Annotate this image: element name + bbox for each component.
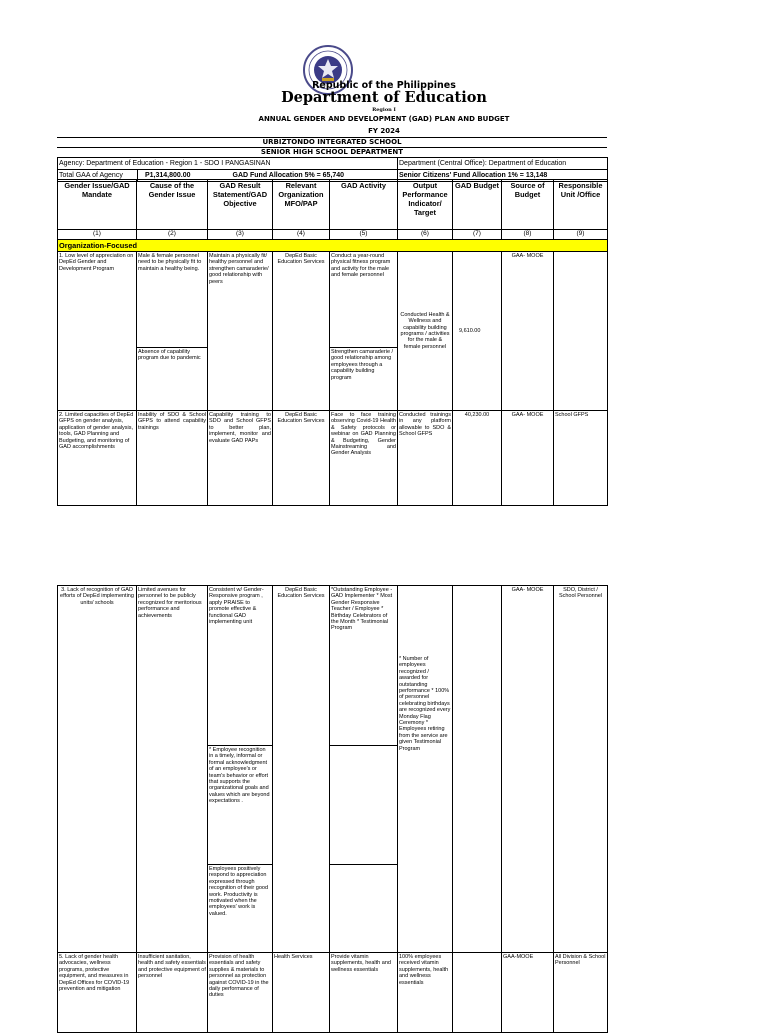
gender-issue-cell: 1. Low level of appreciation on DepEd Gender and Development Program [58, 252, 137, 411]
plan-title: ANNUAL GENDER AND DEVELOPMENT (GAD) PLAN AND BUDGET [258, 115, 510, 123]
activity-cell: *Outstanding Employee - GAD Implementer * Most Gender Responsive Teacher / Employee * Birthday Celebrators of the Month * Testimonial Program [330, 586, 398, 746]
result-cell: Maintain a physically fit/ healthy personnel and strengthen camaraderie/ good relationship with peers [208, 252, 273, 411]
output-cell: 100% employees received vitamin supplements, health and wellness essentials [398, 953, 453, 1033]
col-number: (7) [453, 230, 502, 240]
central-office-label: Department (Central Office): Department of Education [398, 158, 608, 170]
total-gaa-value: P1,314,800.00 [145, 172, 191, 179]
fiscal-year: FY 2024 [368, 127, 400, 135]
column-header-row [58, 180, 608, 230]
col-header-4: Relevant Organization MFO/PAP [273, 180, 330, 230]
col-header-5: GAD Activity [330, 180, 398, 230]
gad-fund-allocation: GAD Fund Allocation 5% = 65,740 [232, 172, 345, 179]
source-cell: GAA-MOOE [502, 953, 554, 1033]
mfo-cell: DepEd Basic Education Services [273, 586, 330, 953]
total-gaa-label: Total GAA of Agency [58, 170, 138, 182]
gad-plan-table-continued [57, 585, 608, 1033]
section-row [58, 240, 608, 252]
senior-fund-allocation: Senior Citizens' Fund Allocation 1% = 13,148 [398, 170, 608, 182]
activity-cell: Strengthen camaraderie / good relationship among employees through a capability building program [330, 348, 398, 411]
budget-cell: 40,230.00 [453, 411, 502, 506]
section-title: Organization-Focused [58, 240, 608, 252]
budget-cell [453, 586, 502, 953]
col-number: (6) [398, 230, 453, 240]
unit-cell: All Division & School Personnel [554, 953, 608, 1033]
result-cell: Employees positively respond to appreciation expressed through recognition of their good work. Productivity is motivated when the employees' work is valued. [208, 865, 273, 953]
result-cell: Provision of health essentials and safety supplies & materials to personnel as protection against COVID-19 in the daily performance of duties [208, 953, 273, 1033]
agency-label: Agency: Department of Education - Region 1 - SDO I PANGASINAN [58, 158, 398, 170]
activity-cell [330, 746, 398, 865]
department-unit: SENIOR HIGH SCHOOL DEPARTMENT [260, 148, 404, 156]
gender-issue-cell: 5. Lack of gender health advocacies, wellness programs, protective equipment, and measures in DepEd Offices for COVID-19 prevention and mitigation [58, 953, 137, 1033]
table-row [58, 953, 608, 1033]
result-cell: Consistent w/ Gender-Responsive program , apply PRAISE to promote effective & functional GAD implementing unit [208, 586, 273, 746]
col-number: (5) [330, 230, 398, 240]
mfo-cell: DepEd Basic Education Services [273, 411, 330, 506]
col-number: (8) [502, 230, 554, 240]
col-header-7: GAD Budget [453, 180, 502, 230]
cause-cell: Limited avenues for personnel to be publicly recognized for meritorious performance and achievements [137, 586, 208, 953]
activity-cell [330, 865, 398, 953]
result-cell: * Employee recognition in a timely, informal or formal acknowledgment of an employee's or team's behavior or effort that supports the organizational goals and values which are beyond expectations . [208, 746, 273, 865]
gender-issue-cell: 2. Limited capacities of DepEd GFPS on gender analysis, application of gender analysis, tools, GAD Planning and Budgeting, and monitoring of GAD accomplishments [58, 411, 137, 506]
activity-cell: Provide vitamin supplements, health and wellness essentials [330, 953, 398, 1033]
cause-cell: Absence of capability program due to pandemic [137, 348, 208, 411]
region-label: Region I [372, 107, 396, 113]
unit-cell: SDO, District / School Personnel [554, 586, 608, 953]
col-header-3: GAD Result Statement/GAD Objective [208, 180, 273, 230]
col-number: (3) [208, 230, 273, 240]
source-cell: GAA- MOOE [502, 586, 554, 953]
col-header-6: Output Performance Indicator/ Target [398, 180, 453, 230]
col-number: (4) [273, 230, 330, 240]
source-cell: GAA- MOOE [502, 252, 554, 411]
mfo-cell: DepEd Basic Education Services [273, 252, 330, 411]
cause-cell: Inability of SDO & School GFPS to attend capability trainings [137, 411, 208, 506]
mfo-cell: Health Services [273, 953, 330, 1033]
activity-cell: Face to face training observing Covid-19 Health & Safety protocols or webinar on GAD Planning & Budgeting, Gender Mainstreaming and Gender Analysis [330, 411, 398, 506]
result-cell: Capability training to SDO and School GFPS to better plan, implement, monitor and evaluate GAD PAPs [208, 411, 273, 506]
col-header-2: Cause of the Gender Issue [137, 180, 208, 230]
output-cell: Conducted Health & Wellness and capability building programs / activities for the male & female personnel [398, 252, 453, 411]
col-header-9: Responsible Unit /Office [554, 180, 608, 230]
gad-plan-table [57, 179, 608, 506]
gender-issue-cell: 3. Lack of recognition of GAD efforts of DepEd implementing units/ schools [58, 586, 137, 953]
table-row [58, 586, 608, 746]
budget-cell: 9,610.00 [453, 252, 502, 411]
republic-heading: Republic of the Philippines [312, 80, 456, 91]
col-number: (9) [554, 230, 608, 240]
table-row [58, 252, 608, 348]
department-title: Department of Education [281, 89, 487, 106]
unit-cell: School GFPS [554, 411, 608, 506]
col-header-1: Gender Issue/GAD Mandate [58, 180, 137, 230]
column-number-row [58, 230, 608, 240]
budget-cell [453, 953, 502, 1033]
cause-cell: Insufficient sanitation, health and safety essentials and protective equipment of personnel [137, 953, 208, 1033]
col-number: (2) [137, 230, 208, 240]
output-cell: Conducted trainings in any platform allowable to SDO & School GFPS [398, 411, 453, 506]
unit-cell [554, 252, 608, 411]
source-cell: GAA- MOOE [502, 411, 554, 506]
school-name: URBIZTONDO INTEGRATED SCHOOL [262, 138, 402, 146]
cause-cell: Male & female personnel need to be physically fit to maintain a healthy being. [137, 252, 208, 348]
activity-cell: Conduct a year-round physical fitness program and activity for the male and female personnel [330, 252, 398, 348]
output-cell: * Number of employees recognized / awarded for outstanding performance * 100% of personnel celebrating birthdays are recognized every Monday Flag Ceremony * Employees retiring from the service are given Testimonial Program [398, 586, 453, 953]
col-header-8: Source of Budget [502, 180, 554, 230]
table-row [58, 411, 608, 506]
col-number: (1) [58, 230, 137, 240]
